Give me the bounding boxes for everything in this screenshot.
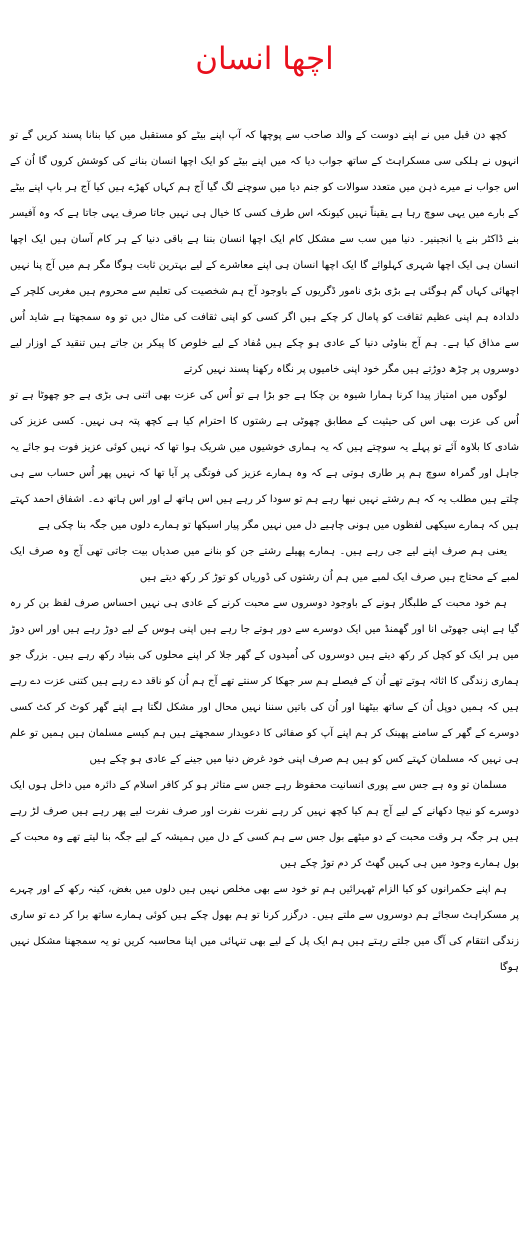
paragraph-1: کچھ دن قبل میں نے اپنے دوست کے والد صاحب سے پوچھا کہ آپ اپنے بیٹے کو مستقبل میں کیا بنانا پسند کریں گے تو انہوں نے ہلکی سی مسکراہٹ کے ساتھ جواب دیا کہ میں اپنے بیٹے کو ایک اچھا انسان بنانے کی کوشش کروں گا اُن کے اس جواب نے میرے ذہن میں متعدد سوالات کو جنم دیا میں سوچنے لگ گیا آج ہم کہاں کھڑے ہیں کیا آج ہر باپ اپنے بیٹے کے بارے میں یہی سوچ رہا ہے یقیناً نہیں کیونکہ اس طرف کسی کا خیال ہی نہیں جاتا صرف یہی جاتا ہے کہ وہ آفیسر بنے ڈاکٹر بنے یا انجینیر۔ دنیا میں سب سے مشکل کام ایک اچھا انسان بننا ہے باقی دنیا کے ہر کام آسان ہیں ایک اچھا انسان ہی ایک اچھا شہری کہلوائے گا ایک اچھا انسان ہی اپنے معاشرے کے لیے بہترین ثابت ہوگا مگر ہم میں آج پنا نہیں اچھائی کہاں گم ہوگئی ہے بڑی بڑی نامور ڈگریوں کے باوجود آج ہم شخصیت کی تعلیم سے محروم ہیں مغربی کلچر کے دلدادہ ہم اپنی عظیم ثقافت کو پامال کر چکے ہیں اگر کسی کو اپنی ثقافت کی مثال دیں تو وہ سمجھتا ہے شاید اُس سے مذاق کیا ہے۔ ہم آج بناوٹی دنیا کے عادی ہو چکے ہیں مُفاد کے لیے خلوص کا پیکر بن جاتے ہیں تنقید کے اوزار لیے دوسروں پر چڑھ دوڑتے ہیں مگر خود اپنی خامیوں پر نگاہ رکھنا پسند نہیں کرتے	[10, 130, 519, 375]
article-body	[10, 123, 519, 981]
paragraph-5: مسلمان تو وہ ہے جس سے پوری انسانیت محفوظ رہے جس سے متاثر ہو کر کافر اسلام کے دائرہ میں داخل ہوں ایک دوسرے کو نیچا دکھانے کے لیے آج ہم کیا کچھ نہیں کر رہے نفرت نفرت اور صرف نفرت لیے پھر رہے ہیں صرف لڑ رہے ہیں ہر جگہ ہر وقت محبت کے دو میٹھے بول جس سے ہم کسی کے دل میں ہمیشہ کے لیے جگہ بنا لیتے تھے وہ محبت کے بول ہمارے وجود میں ہی کہیں گھٹ کر دم توڑ چکے ہیں	[10, 780, 519, 869]
paragraph-4: ہم خود محبت کے طلبگار ہونے کے باوجود دوسروں سے محبت کرنے کے عادی ہی نہیں احساس صرف لفظ بن کر رہ گیا ہے اپنی جھوٹی انا اور گھمنڈ میں ایک دوسرے سے دور ہوتے جا رہے ہیں اپنی ہوس کے لیے دوڑ رہے ہیں اور اس دوڑ میں ہر ایک کو کچل کر رکھ دیتے ہیں دوسروں کی اُمیدوں کے گھر جلا کر اپنے محلوں کی بنیاد رکھ رہے ہیں۔ بزرگ جو ہماری زندگی کا اثاثہ ہوتے تھے اُن کے فیصلے ہم سر جھکا کر سنتے تھے آج ہم اُن کو ناقد دے رہے ہیں کتنی عزت دے رہے ہیں کہ ہمیں دوپل اُن کے ساتھ بیٹھنا اور اُن کی باتیں سننا نہیں محال اور مشکل لگتا ہے اپنے گھر کوٹ کر کٹ کسی دوسرے کے گھر کے سامنے پھینک کر ہم اپنے آپ کو صفائی کا دعویدار سمجھتے ہیں ہم کیسے مسلمان ہیں ہمیں تو علم ہی نہیں کہ مسلمان کہتے کس کو ہیں ہم صرف اپنی خود غرض دنیا میں جینے کے عادی ہو چکے ہیں	[10, 598, 519, 765]
paragraph-3: یعنی ہم صرف اپنے لیے جی رہے ہیں۔ ہمارے پھیلے رشتے جن کو بنانے میں صدیاں بیت جاتی تھی آج وہ صرف ایک لمبے کے محتاج ہیں صرف ایک لمبے میں ہم اُن رشتوں کی ڈوریاں کو توڑ کر رکھ دیتے ہیں	[10, 546, 519, 583]
paragraph-2: لوگوں میں امتیاز پیدا کرنا ہمارا شیوہ بن چکا ہے جو بڑا ہے تو اُس کی عزت بھی اتنی ہی بڑی ہے جو چھوٹا ہے تو اُس کی عزت بھی اس کی حیثیت کے مطابق چھوٹی ہے رشتوں کا احترام کیا ہے کچھ پتہ ہی نہیں۔ کسی عزیز کی شادی کا بلاوہ آئے تو پہلے یہ سوچتے ہیں کہ یہ ہماری خوشیوں میں شریک ہوا تھا کہ نہیں کوئی عزیز فوت ہو جائے یہ جاہل اور گمراہ سوچ ہم پر طاری ہوتی ہے کہ وہ ہمارے عزیز کی فوتگی پر آیا تھا کہ نہیں پھر اُس حساب سے ہی چلتے ہیں مطلب یہ کہ ہم رشتے نہیں نبھا رہے ہم تو سودا کر رہے ہیں اس ہاتھ لے اور اس ہاتھ دے۔ اشفاق احمد کہتے ہیں کہ ہمارے سیکھی لفظوں میں ہونی چاہیے دل میں نہیں مگر پیار اسیکھا تو ہمارے دلوں میں جگہ بنا چکی ہے	[10, 390, 519, 531]
paragraph-6: ہم اپنے حکمرانوں کو کیا الزام ٹھہرائیں ہم تو خود سے بھی مخلص نہیں ہیں دلوں میں بغض، کینہ رکھ کے اور چہرے پر مسکراہٹ سجائے ہم دوسروں سے ملتے ہیں۔ درگزر کرنا تو ہم بھول چکے ہیں کوئی ہمارے ساتھ برا کر دے تو ساری زندگی انتقام کی آگ میں جلتے رہتے ہیں ہم ایک پل کے لیے بھی تنہائی میں اپنا محاسبہ کریں تو یہ سمجھنا مشکل نہیں ہوگا	[10, 884, 519, 973]
article-title: اچھا انسان	[195, 41, 334, 77]
